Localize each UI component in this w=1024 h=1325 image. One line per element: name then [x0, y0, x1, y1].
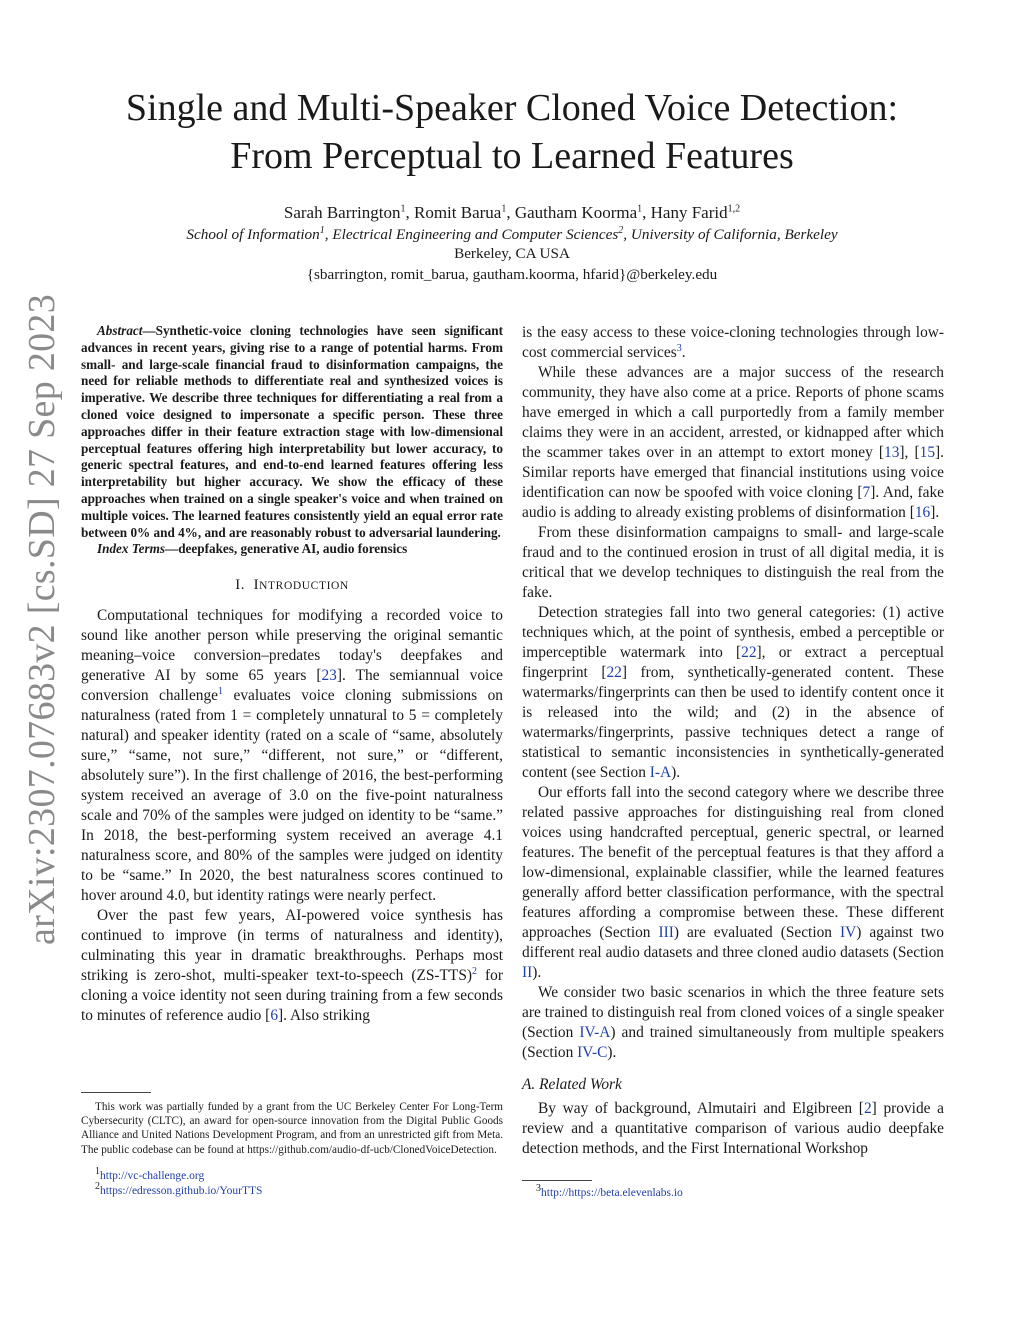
text-run: ) against two different real audio datasets and three cloned audio datasets (Section — [522, 924, 944, 961]
abstract-text: Synthetic-voice cloning technologies have seen significant advances in recent years, giving rise to a range of potential harms. From small- and large-scale financial fraud to disinformation campaigns, the need for reliable methods to differentiate real and synthesized voices is imperative. We describe three techniques for differentiating a real from a cloned voice designed to impersonate a specific person. These three approaches differ in their feature extraction stage with low-dimensional perceptual features offering high interpretability but lower accuracy, to generic spectral features, and end-to-end learned features offering less interpretability but higher accuracy. We show the efficacy of these approaches when trained on a single speaker's voice and when trained on multiple voices. The learned features consistently yield an equal error rate between 0% and 4%, and are reasonably robust to adversarial laundering. — [81, 323, 503, 540]
paragraph — [522, 603, 944, 783]
abstract: Abstract—Synthetic-voice cloning technologies have seen significant advances in recent years, giving rise to a range of potential harms. From small- and large-scale financial fraud to disinformation campaigns, the need for reliable methods to differentiate real and synthesized voices is imperative. We describe three techniques for differentiating a real from a cloned voice designed to impersonate a specific person. These three approaches differ in their feature extraction stage with low-dimensional perceptual features offering high interpretability but lower accuracy, to generic spectral features, and end-to-end learned features offering less interpretability but higher accuracy. We show the efficacy of these approaches when trained on a single speaker's voice and when trained on multiple voices. The learned features consistently yield an equal error rate between 0% and 4%, and are reasonably robust to adversarial laundering. — [81, 323, 503, 540]
text-run: ], [ — [899, 444, 920, 461]
citation-link[interactable]: 2 — [863, 1100, 872, 1117]
text-run: ). — [607, 1044, 617, 1061]
citation-link[interactable]: 13 — [884, 444, 900, 461]
affiliation-eecs: Electrical Engineering and Computer Sciences — [332, 226, 619, 243]
text-run: is the easy access to these voice-cloning technologies through low-cost commercial services — [522, 324, 944, 361]
section-heading-rest: NTRODUCTION — [259, 580, 349, 593]
footnote-rule — [81, 1092, 151, 1093]
text-run: Computational techniques for modifying a recorded voice to sound like another person while preserving the original semantic meaning–voice conversion–predates today's deepfakes and generative AI by some 65 years [ — [81, 607, 503, 685]
text-run: Detection strategies fall into two general categories: (1) active techniques which, at the point of synthesis, embed a perceptible or imperceptible watermark into [ — [522, 604, 944, 661]
text-run: ] provide a review and a quantitative comparison of various audio deepfake detection methods, and the First International Workshop — [522, 1100, 944, 1157]
right-column — [522, 323, 944, 1159]
text-run: ]. Similar reports have emerged that financial institutions using voice identification can now be spoofed with voice cloning [ — [522, 444, 944, 501]
footnote-1-link[interactable]: http://vc-challenge.org — [100, 1170, 205, 1182]
footnote-3-link[interactable]: http://https://beta.elevenlabs.io — [541, 1187, 683, 1199]
citation-link[interactable]: 22 — [606, 664, 622, 681]
text-run: ]. — [930, 504, 940, 521]
author-affil-sup: 1,2 — [727, 203, 741, 215]
arxiv-identifier: arXiv:2307.07683v2 [cs.SD] 27 Sep 2023 — [21, 293, 63, 945]
footnote-2 — [95, 1181, 263, 1197]
left-column — [81, 323, 503, 1026]
paragraph — [522, 363, 944, 523]
text-run: Our efforts fall into the second category where we describe three related passive approaches for distinguishing real from cloned voices using handcrafted perceptual, generic spectral, or learned features. The benefit of the perceptual features is that they afford a low-dimensional, explainable classifier, while the learned features generally afford better classification performance, with the spectral features affording a compromise between these. These different approaches (Section — [522, 784, 944, 941]
footnote-number: 3 — [536, 1183, 541, 1195]
author-list: Sarah Barrington$^1$, Romit Barua$^1$, Gautham Koorma$^1$, Hany Farid$^{1,2}$ — [283, 203, 741, 222]
abstract-label: Abstract — [97, 323, 143, 338]
funding-footnote: This work was partially funded by a grant from the UC Berkeley Center For Long-Term Cybersecurity (CLTC), an award for open-source innovation from the Digital Public Goods Alliance and United Nations Development Program, and from an unrestricted gift from Meta. The public codebase can be found at https://github.com/audio-df-ucb/ClonedVoiceDetection. — [81, 1101, 503, 1156]
section-heading-introduction — [81, 575, 503, 596]
text-run: . — [681, 344, 686, 361]
index-terms-text: deepfakes, generative AI, audio forensics — [178, 541, 408, 557]
footnote-1 — [95, 1166, 205, 1182]
location: Berkeley, CA USA — [454, 245, 570, 262]
paragraph — [522, 783, 944, 983]
citation-link[interactable]: 7 — [862, 484, 871, 501]
author-name: Sarah Barrington — [283, 203, 401, 222]
section-link[interactable]: I-A — [649, 764, 672, 781]
index-terms-label: Index Terms — [97, 541, 166, 557]
paragraph: From these disinformation campaigns to small- and large-scale fraud and to the continued erosion in trust of all digital media, it is critical that we develop techniques to distinguish the real from the fake. — [522, 524, 944, 601]
title-line-2: From Perceptual to Learned Features — [230, 135, 794, 177]
text-run: ). — [671, 764, 681, 781]
text-run: By way of background, Almutairi and Elgibreen [ — [538, 1100, 864, 1117]
footnote-rule — [522, 1180, 592, 1181]
footnote-marker[interactable]: 1 — [218, 686, 224, 698]
subsection-heading-related-work: A. Related Work — [522, 1076, 622, 1093]
affiliation-university: University of California, Berkeley — [630, 226, 838, 243]
text-run: We consider two basic scenarios in which the three feature sets are trained to distinguish real from cloned voices of a single speaker (Section — [522, 984, 944, 1041]
affiliation-school: School of Information — [186, 226, 320, 243]
footnote-number: 2 — [95, 1181, 100, 1193]
paper-title — [40, 84, 984, 180]
text-run: ] from, synthetically-generated content. These watermarks/fingerprints can then be used to identify content once it is released into the wild; and (2) in the absence of watermarks/fingerprints, passive techniques detect a range of statistical to semantic inconsistencies in synthetically-generated content (see Section — [522, 664, 945, 781]
paragraph — [81, 906, 503, 1026]
footnote-marker[interactable]: 3 — [676, 342, 682, 354]
author-affil-sup: 1 — [400, 203, 406, 215]
section-numeral: I. — [235, 577, 246, 594]
text-run: Over the past few years, AI-powered voice synthesis has continued to improve (in terms of naturalness and identity), culminating this year in dramatic breakthroughs. Perhaps most striking is zero-shot, multi-speaker text-to-speech (ZS-TTS) — [81, 907, 503, 985]
index-terms: Index Terms—deepfakes, generative AI, audio forensics — [97, 541, 408, 557]
affiliation-sup: 1 — [319, 224, 325, 236]
author-affil-sup: 1 — [637, 203, 643, 215]
paragraph — [81, 606, 503, 906]
section-link[interactable]: IV-A — [579, 1024, 611, 1041]
footnote-marker[interactable]: 2 — [472, 966, 478, 978]
affiliation-sup: 2 — [618, 224, 624, 236]
footnote-3 — [536, 1183, 683, 1199]
text-run: ) are evaluated (Section — [673, 924, 840, 941]
text-run: ]. The semiannual voice conversion challenge — [81, 667, 503, 705]
text-run: ], or extract a perceptual fingerprint [ — [522, 644, 945, 681]
citation-link[interactable]: 16 — [914, 504, 931, 521]
text-run: evaluates voice cloning submissions on naturalness (rated from 1 = completely unnatural to 5 = completely natural) and speaker identity (rated on a scale of “same, absolutely sure,” “same, not sure,” “different, not sure,” or “different, absolutely sure”). In the first challenge of 2016, the best-performing system received an average of 3.0 on the five-point naturalness scale and 70% of the samples were judged on identity to be “same.” In 2018, the best-performing system received an average 4.1 naturalness score, and 80% of the samples were judged on identity to be “same.” In 2020, the best naturalness scores continued to hover around 4.0, but identity ratings were nearly perfect. — [81, 687, 503, 905]
section-link[interactable]: III — [658, 924, 674, 941]
paragraph — [522, 1099, 944, 1159]
text-run: ) and trained simultaneously from multiple speakers (Section — [522, 1024, 944, 1061]
author-name: Gautham Koorma — [514, 203, 638, 222]
citation-link[interactable]: 6 — [270, 1007, 279, 1025]
section-link[interactable]: II — [522, 964, 533, 981]
section-heading-initial: I — [253, 577, 260, 594]
citation-link[interactable]: 22 — [741, 644, 757, 661]
citation-link[interactable]: 15 — [919, 444, 936, 461]
title-line-1: Single and Multi-Speaker Cloned Voice Detection: — [125, 87, 899, 129]
footnote-number: 1 — [95, 1166, 100, 1178]
author-name: Hany Farid — [650, 203, 728, 222]
author-emails: {sbarrington, romit_barua, gautham.koorma, hfarid}@berkeley.edu — [306, 266, 718, 283]
footnote-2-link[interactable]: https://edresson.github.io/YourTTS — [100, 1185, 263, 1197]
citation-link[interactable]: 23 — [321, 667, 337, 685]
text-run: While these advances are a major success of the research community, they have also come at a price. Reports of phone scams have emerged in which a call purportedly from a family member claims they were in an accident, arrested, or kidnapped after which the scammer takes over in an attempt to extort money [ — [522, 364, 944, 461]
section-link[interactable]: IV-C — [577, 1044, 608, 1061]
author-affil-sup: 1 — [501, 203, 507, 215]
text-run: ]. And, fake audio is adding to already existing problems of disinformation [ — [522, 484, 944, 521]
section-link[interactable]: IV — [839, 924, 857, 941]
text-run: for cloning a voice identity not seen during training from a few seconds to minutes of reference audio [ — [81, 967, 504, 1025]
text-run: ). — [532, 964, 542, 981]
affiliation: School of Information$^1$, Electrical Engineering and Computer Sciences$^2$, University of California, Berkeley — [186, 224, 838, 243]
paragraph — [522, 323, 944, 363]
paragraph — [522, 983, 944, 1063]
text-run: ]. Also striking — [278, 1007, 370, 1025]
author-name: Romit Barua — [414, 203, 502, 222]
